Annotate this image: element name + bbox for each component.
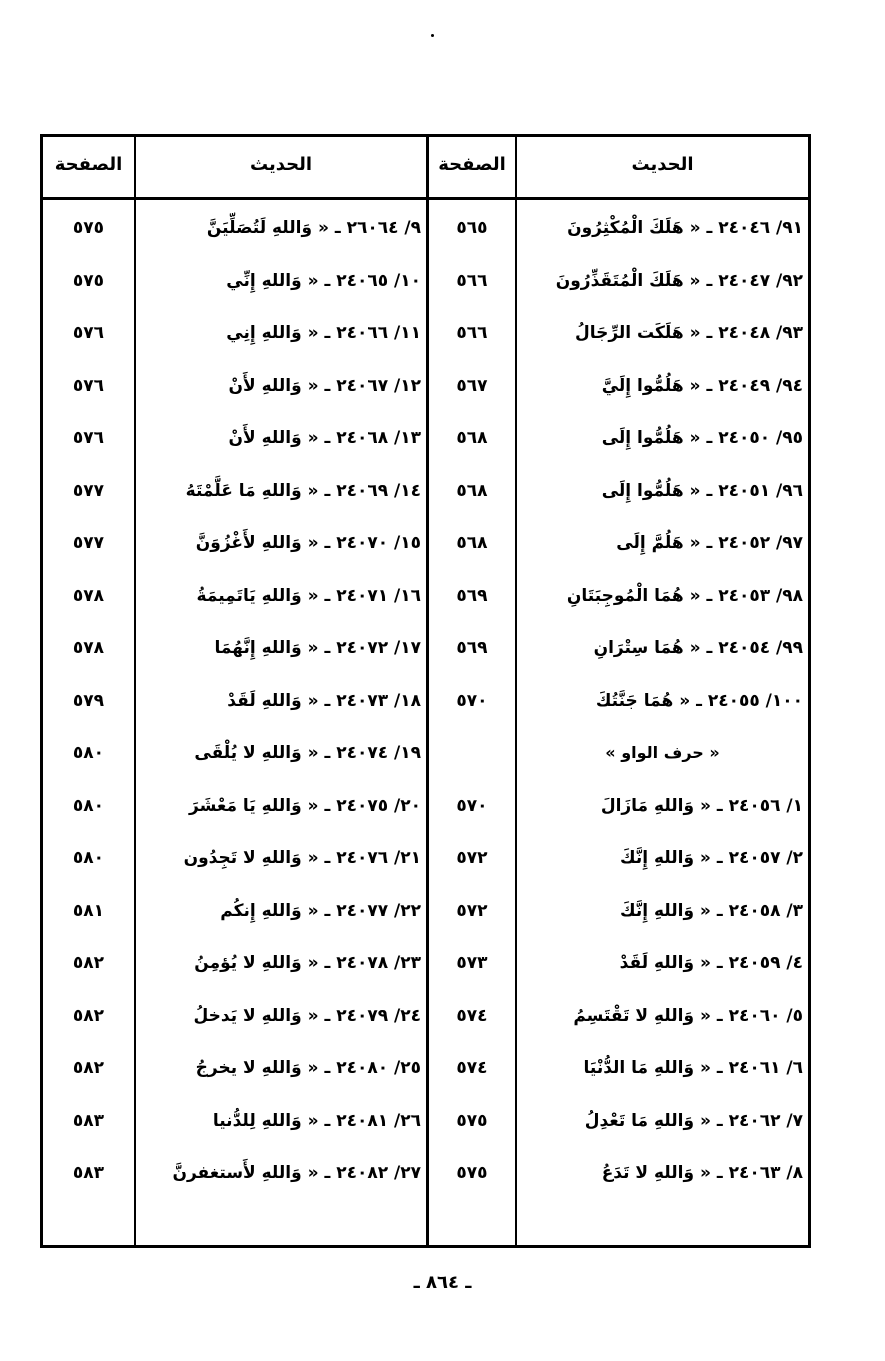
hadith-entry: ٨/ ٢٤٠٦٣ ـ « وَاللهِ لا تَدَعُ (601, 1163, 803, 1183)
page-number-cell: ٥٧٠ (456, 795, 488, 816)
hadith-entry: ١٤/ ٢٤٠٦٩ ـ « وَاللهِ مَا عَلَّمْتَهُ (185, 480, 421, 501)
hadith-entry: ١٥/ ٢٤٠٧٠ ـ « وَاللهِ لأَغْزُوَنَّ (195, 533, 421, 553)
index-table (40, 134, 811, 1248)
page-number-cell: ٥٦٩ (456, 638, 488, 658)
hadith-entry: ٩٥/ ٢٤٠٥٠ ـ « هَلُمُّوا إِلَى (601, 428, 803, 448)
page-number-cell: ٥٧٧ (72, 480, 105, 501)
page-number-cell: ٥٦٨ (456, 428, 488, 448)
header-page-left: الصفحة (54, 154, 123, 175)
hadith-entry: ١٦/ ٢٤٠٧١ ـ « وَاللهِ يَاتَمِيمَةُ (196, 585, 421, 606)
page-number-cell: ٥٧٥ (456, 1163, 488, 1183)
page-number-cell: ٥٦٧ (456, 375, 488, 396)
page-number-cell: ٥٨٢ (72, 1005, 105, 1026)
hadith-entry: ٢١/ ٢٤٠٧٦ ـ « وَاللهِ لا تَجِدُون (183, 848, 421, 868)
page-number-cell: ٥٨٠ (72, 848, 105, 868)
page-number-cell: ٥٧٨ (72, 638, 105, 658)
hadith-entry: ٢٢/ ٢٤٠٧٧ ـ « وَاللهِ إِنكُم (220, 900, 421, 921)
hadith-entry: ٢٣/ ٢٤٠٧٨ ـ « وَاللهِ لا يُؤمِنُ (194, 953, 421, 973)
page-number-cell: ٥٧٨ (72, 585, 105, 606)
hadith-entry: ٩٩/ ٢٤٠٥٤ ـ « هُمَا سِتْرَانِ (593, 638, 803, 658)
stray-dot (431, 34, 434, 37)
page-number-cell: ٥٧٦ (72, 428, 105, 448)
hadith-entry: ١٩/ ٢٤٠٧٤ ـ « وَاللهِ لا يُلْقَى (194, 743, 421, 763)
page-number-cell: ٥٦٨ (456, 533, 488, 553)
hadith-entry: ١٠/ ٢٤٠٦٥ ـ « وَاللهِ إِنِّي (226, 270, 421, 291)
page-number-cell: ٥٧٤ (456, 1005, 488, 1026)
page-number-cell: ٥٧٦ (72, 375, 105, 396)
section-heading: « حرف الواو » (605, 743, 720, 762)
hadith-entry: ٢٦/ ٢٤٠٨١ ـ « وَاللهِ لِلدُّنيا (212, 1110, 421, 1131)
divider-right-page (515, 137, 517, 1245)
hadith-entry: ٥/ ٢٤٠٦٠ ـ « وَاللهِ لا تَقْتَسِمُ (573, 1005, 803, 1026)
page-number-cell: ٥٧٩ (72, 690, 105, 711)
hadith-entry: ٢٧/ ٢٤٠٨٢ ـ « وَاللهِ لأَستغفرنَّ (172, 1163, 421, 1183)
page-number-cell: ٥٧٤ (456, 1058, 488, 1078)
page-number-cell: ٥٧٢ (456, 848, 488, 868)
page-number-cell: ٥٨١ (72, 900, 105, 921)
hadith-entry: ٣/ ٢٤٠٥٨ ـ « وَاللهِ إِنَّكَ (620, 900, 803, 921)
header-divider (43, 197, 808, 200)
header-hadith-right: الحديث (631, 154, 694, 175)
hadith-entry: ٢/ ٢٤٠٥٧ ـ « وَاللهِ إِنَّكَ (620, 848, 803, 868)
page-number-cell: ٥٨٣ (72, 1110, 105, 1131)
hadith-entry: ٩٧/ ٢٤٠٥٢ ـ « هَلُمَّ إِلَى (616, 533, 803, 553)
page-number-cell: ٥٦٩ (456, 585, 488, 606)
page-number-cell: ٥٧٥ (72, 218, 105, 238)
hadith-entry: ٩١/ ٢٤٠٤٦ ـ « هَلَكَ الْمُكْثِرُونَ (567, 218, 803, 238)
hadith-entry: ١٠٠/ ٢٤٠٥٥ ـ « هُمَا جَنَّتُكَ (595, 690, 803, 711)
page-number: ـ ٨٦٤ ـ (413, 1272, 472, 1293)
hadith-entry: ٢٠/ ٢٤٠٧٥ ـ « وَاللهِ يَا مَعْشَرَ (189, 795, 421, 816)
page-number-cell: ٥٧٦ (72, 323, 105, 343)
hadith-entry: ٩٢/ ٢٤٠٤٧ ـ « هَلَكَ الْمُتَقَذِّرُونَ (555, 270, 803, 291)
divider-left-page (134, 137, 136, 1245)
hadith-entry: ٩/ ٢٦٠٦٤ ـ « وَاللهِ لَتُصَلِّيَنَّ (206, 218, 421, 238)
hadith-entry: ١١/ ٢٤٠٦٦ ـ « وَاللهِ إِنِي (226, 323, 421, 343)
hadith-entry: ٩٣/ ٢٤٠٤٨ ـ « هَلَكَت الرِّجَالُ (574, 323, 803, 343)
page-number-cell: ٥٨٣ (72, 1163, 105, 1183)
page-number-cell: ٥٧٢ (456, 900, 488, 921)
hadith-entry: ٧/ ٢٤٠٦٢ ـ « وَاللهِ مَا تَعْدِلُ (584, 1110, 803, 1131)
hadith-entry: ٤/ ٢٤٠٥٩ ـ « وَاللهِ لَقَدْ (619, 953, 803, 973)
page-number-cell: ٥٨٠ (72, 795, 105, 816)
page-number-cell: ٥٨٠ (72, 743, 105, 763)
page-number-cell: ٥٧٠ (456, 690, 488, 711)
hadith-entry: ١/ ٢٤٠٥٦ ـ « وَاللهِ مَازَالَ (600, 795, 803, 816)
page-number-cell: ٥٦٦ (456, 270, 488, 291)
hadith-entry: ٦/ ٢٤٠٦١ ـ « وَاللهِ مَا الدُّنْيَا (583, 1058, 803, 1078)
hadith-entry: ٩٤/ ٢٤٠٤٩ ـ « هَلُمُّوا إِلَيَّ (601, 375, 803, 396)
hadith-entry: ٩٦/ ٢٤٠٥١ ـ « هَلُمُّوا إِلَى (601, 480, 803, 501)
page-number-cell: ٥٦٦ (456, 323, 488, 343)
hadith-entry: ١٨/ ٢٤٠٧٣ ـ « وَاللهِ لَقَدْ (227, 690, 421, 711)
page-number-cell: ٥٨٢ (72, 953, 105, 973)
header-hadith-left: الحديث (249, 154, 313, 175)
hadith-entry: ١٣/ ٢٤٠٦٨ ـ « وَاللهِ لأَنْ (228, 428, 421, 448)
hadith-entry: ٢٥/ ٢٤٠٨٠ ـ « وَاللهِ لا يخرجُ (195, 1058, 421, 1078)
page-number-cell: ٥٦٥ (456, 218, 488, 238)
hadith-entry: ١٧/ ٢٤٠٧٢ ـ « وَاللهِ إِنَّهُمَا (214, 638, 421, 658)
page-number-cell: ٥٧٥ (72, 270, 105, 291)
page-number-cell: ٥٧٧ (72, 533, 105, 553)
hadith-entry: ٩٨/ ٢٤٠٥٣ ـ « هُمَا الْمُوجِبَتَانِ (566, 585, 803, 606)
hadith-entry: ٢٤/ ٢٤٠٧٩ ـ « وَاللهِ لا يَدخلُ (193, 1005, 421, 1026)
page-number-cell: ٥٨٢ (72, 1058, 105, 1078)
header-page-right: الصفحة (438, 154, 506, 175)
hadith-entry: ١٢/ ٢٤٠٦٧ ـ « وَاللهِ لأَنْ (228, 375, 421, 396)
page-number-cell: ٥٦٨ (456, 480, 488, 501)
page-number-cell: ٥٧٣ (456, 953, 488, 973)
page-number-cell: ٥٧٥ (456, 1110, 488, 1131)
